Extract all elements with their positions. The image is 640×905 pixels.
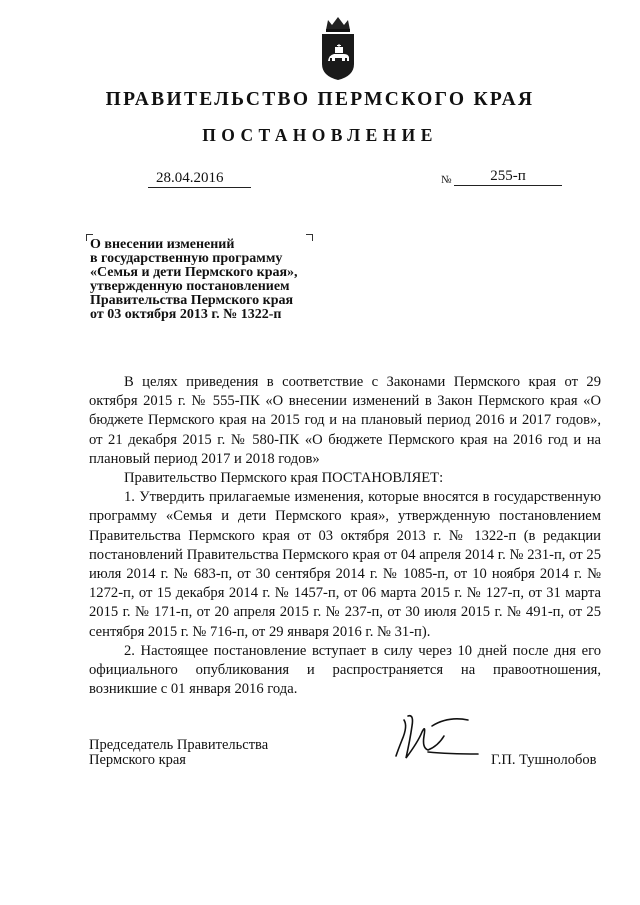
subject-line: Правительства Пермского края xyxy=(90,293,294,308)
body-paragraph: Правительство Пермского края ПОСТАНОВЛЯЕТ: xyxy=(124,470,444,487)
subject-line: от 03 октября 2013 г. № 1322-п xyxy=(90,307,282,322)
document-date: 28.04.2016 xyxy=(148,169,251,188)
document-subject xyxy=(90,238,330,322)
subject-line: в государственную программу xyxy=(90,251,283,266)
position-line: Председатель Правительства xyxy=(89,737,269,753)
position-line: Пермского края xyxy=(89,752,186,768)
body-paragraph: 2. Настоящее постановление вступает в силу через 10 дней после дня его официального опубликования и распространяется на правоотношения, возникшие с 01 января 2016 года. xyxy=(89,642,601,698)
number-label: № xyxy=(441,174,452,186)
document-type: ПОСТАНОВЛЕНИЕ xyxy=(202,125,438,145)
signatory-name: Г.П. Тушнолобов xyxy=(491,752,597,768)
coat-of-arms-icon xyxy=(318,14,358,82)
body-paragraph: 1. Утвердить прилагаемые изменения, которые вносятся в государственную программу «Семья и дети Пермского края», утвержденную постановлением Правительства Пермского края от 03 октября 2013 г. № 1322-п (в редакции постановлений Правительства Пермского края от 04 апреля 2014 г. № 231-п, от 25 июля 2014 г. № 683-п, от 30 сентября 2014 г. № 1085-п, от 10 ноября 2014 г. № 1272-п, от 15 декабря 2014 г. № 1457-п, от 06 марта 2015 г. № 127-п, от 31 марта 2015 г. № 171-п, от 20 апреля 2015 г. № 237-п, от 30 июля 2015 г. № 491-п, от 25 сентября 2015 г. № 716-п, от 29 января 2016 г. № 31-п). xyxy=(89,489,601,640)
document-body xyxy=(89,373,601,699)
subject-line: О внесении изменений xyxy=(90,237,235,252)
organization-title: ПРАВИТЕЛЬСТВО ПЕРМСКОГО КРАЯ xyxy=(105,89,535,110)
subject-line: утвержденную постановлением xyxy=(90,279,290,294)
handwritten-signature-icon xyxy=(388,706,480,768)
document-number: 255-п xyxy=(454,167,562,186)
subject-line: «Семья и дети Пермского края», xyxy=(90,265,298,280)
signatory-position xyxy=(89,738,268,768)
body-paragraph: В целях приведения в соответствие с Законами Пермского края от 29 октября 2015 г. № 555-ПК «О внесении изменений в Закон Пермского края «О бюджете Пермского края на 2015 год и на плановый период 2016 и 2017 годов», от 21 декабря 2015 г. № 580-ПК «О бюджете Пермского края на 2016 год и на плановый период 2017 и 2018 годов» xyxy=(89,374,601,467)
